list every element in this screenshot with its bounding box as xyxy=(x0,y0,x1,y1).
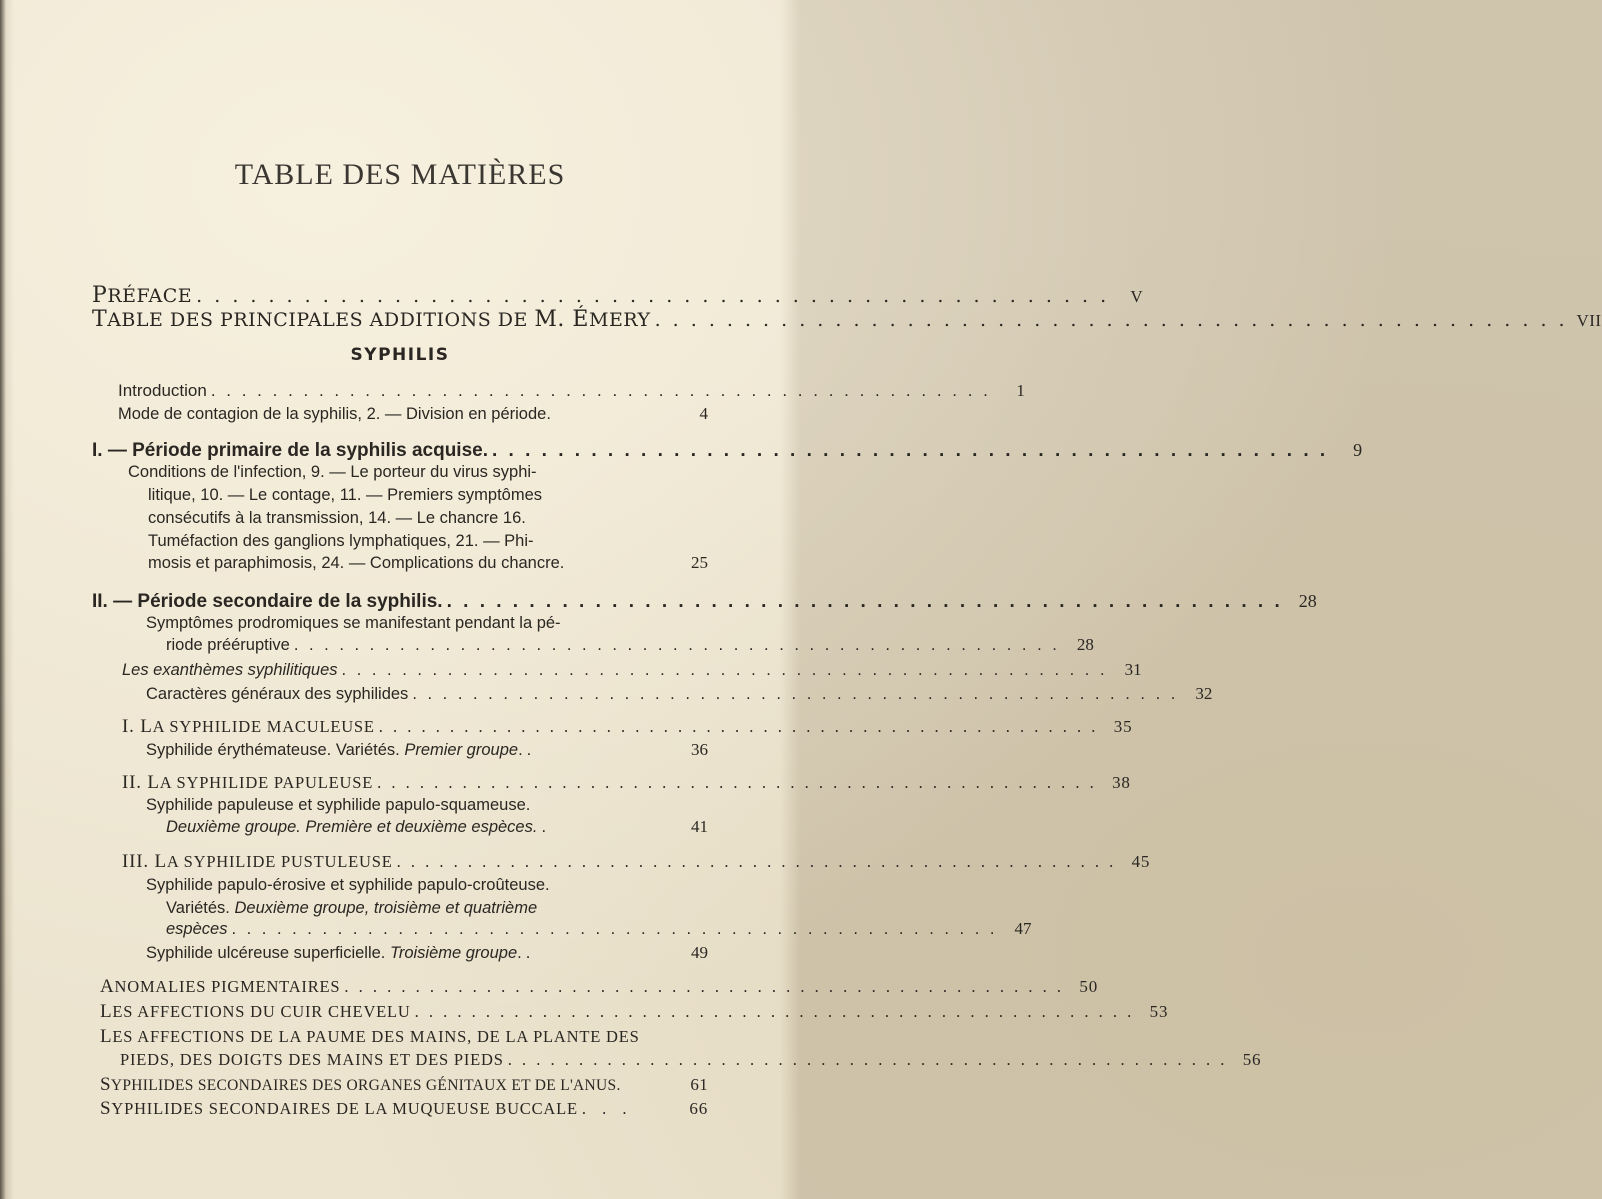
entry-label: NOMALIES PIGMENTAIRES xyxy=(114,977,341,996)
pustuleuse-line-1: Syphilide papulo-érosive et syphilide papulo-croûteuse. xyxy=(146,876,550,894)
entry-label: Syphilide érythémateuse. Variétés. xyxy=(146,741,405,759)
toc-entry-part-1[interactable] xyxy=(92,440,1363,462)
dot-leader: . . . . . . . . . . . . . . . . . . . . . . . . . . . . . . . . . . . . . . . . . . . . . . . . . . . xyxy=(210,381,991,400)
page-number: 9 xyxy=(1353,440,1363,460)
page-number: V xyxy=(1130,287,1144,306)
toc-entry-syphilide-maculeuse[interactable] xyxy=(122,716,1133,738)
toc-entry-part-2[interactable] xyxy=(92,591,1317,613)
entry-label: ES AFFECTIONS DU CUIR CHEVELU xyxy=(112,1002,411,1021)
description-line: Tuméfaction des ganglions lymphatiques, 21. — Phi- xyxy=(148,532,534,550)
toc-entry-anomalies[interactable] xyxy=(100,976,1099,998)
entry-label: YPHILIDES SECONDAIRES DES ORGANES GÉNITAUX ET DE L'ANUS. xyxy=(110,1077,621,1094)
page-number: 38 xyxy=(1112,773,1131,792)
entry-label: ES AFFECTIONS DE LA PAUME DES MAINS, DE LA PLANTE DES xyxy=(112,1027,640,1046)
page-number: 56 xyxy=(1242,1050,1262,1069)
entry-initial: L xyxy=(140,716,153,737)
entry-initial: L xyxy=(100,1026,113,1047)
entry-label: Mode de contagion de la syphilis, 2. — Division en période. xyxy=(118,405,551,423)
entry-initial: P xyxy=(92,283,108,308)
page-number: 25 xyxy=(691,553,708,572)
entry-label: II. — Période secondaire de la syphilis. xyxy=(92,591,443,612)
toc-entry-preface[interactable] xyxy=(92,283,1144,308)
entry-initial: L xyxy=(147,772,160,793)
part-1-description xyxy=(128,461,640,553)
description-line: litique, 10. — Le contage, 11. — Premiers symptômes xyxy=(148,486,543,504)
entry-label: A SYPHILIDE PAPULEUSE xyxy=(159,773,374,792)
dot-leader: . . . . . . . . . . . . . . . . . . . . . . . . . . . . . . . . . . . . . . . . . . . . . . . . . . . xyxy=(341,661,1108,679)
page-number: 31 xyxy=(1124,660,1142,679)
page-number: 28 xyxy=(1076,635,1094,654)
entry-label: A SYPHILIDE MACULEUSE xyxy=(152,717,375,736)
entry-label-italic: Premier groupe xyxy=(404,741,519,759)
entry-author-rest: MERY xyxy=(588,309,651,331)
entry-punct: . xyxy=(517,944,522,962)
entry-initial: S xyxy=(100,1074,111,1095)
entry-number: II. xyxy=(122,772,148,793)
entry-author: M. É xyxy=(534,307,589,332)
entry-label: I. — Période primaire de la syphilis acquise. xyxy=(92,440,488,461)
entry-number: III. xyxy=(122,851,155,872)
entry-initial: A xyxy=(100,976,115,997)
toc-entry-mains-pieds[interactable] xyxy=(120,1050,1262,1072)
page-number: 1 xyxy=(1016,381,1025,400)
description-line: Conditions de l'infection, 9. — Le porteur du virus syphi- xyxy=(128,463,537,481)
entry-label: Les exanthèmes syphilitiques xyxy=(122,661,338,679)
dot-leader: . . . . . . . . . . . . . . . . . . . . . . . . . . . . . . . . . . . . . . . . . . . . . . . . . . . xyxy=(412,685,1179,703)
entry-initial: T xyxy=(92,307,108,332)
toc-entry-ulcereuse[interactable]: Syphilide ulcéreuse superficielle. Troisième groupe. . 49 xyxy=(146,943,708,962)
description-line: mosis et paraphimosis, 24. — Complications du chancre. xyxy=(148,554,565,572)
page-number: 28 xyxy=(1298,591,1317,611)
section-heading: SYPHILIS xyxy=(350,345,450,365)
page-number: VII xyxy=(1576,311,1602,330)
entry-initial: L xyxy=(100,1001,113,1022)
toc-entry-exanthemes[interactable] xyxy=(122,660,1142,682)
toc-entry-introduction[interactable] xyxy=(118,381,1025,403)
entry-punct: . xyxy=(518,741,523,759)
dot-leader: . . . . . . . . . . . . . . . . . . . . . . . . . . . . . . . . . . . . . . . . . . . . . . . . . . . xyxy=(446,591,1283,612)
page-number: 45 xyxy=(1131,852,1151,871)
entry-label: Introduction xyxy=(118,381,207,400)
dot-leader: . . . . . . . . . . . . . . . . . . . . . . . . . . . . . . . . . . . . . . . . . . . . . . . . . . . xyxy=(396,852,1117,871)
toc-entry-organes-genitaux[interactable] xyxy=(100,1074,708,1096)
mains-line-1 xyxy=(100,1026,708,1048)
dot-leader: . . . . . . . . . . . . . . . . . . . . . . . . . . . . . . . . . . . . . . . . . . . . . . . . . . . xyxy=(654,309,1568,331)
dot-leader: . . . . . . . . . . . . . . . . . . . . . . . . . . . . . . . . . . . . . . . . . . . . . . . . . . . xyxy=(344,977,1065,996)
toc-entry-erythemateuse[interactable]: Syphilide érythémateuse. Variétés. Premier groupe. . 36 xyxy=(146,740,708,759)
dot-leader: . . . . . . . . . . . . . . . . . . . . . . . . . . . . . . . . . . . . . . . . . . . . . . . . . . . xyxy=(377,773,1097,792)
dot-leader: . . . . . . . . . . . . . . . . . . . . . . . . . . . . . . . . . . . . . . . . . . . . . . . . . . . xyxy=(414,1002,1135,1021)
entry-label-italic: espèces xyxy=(166,920,228,938)
page-number: 4 xyxy=(699,404,708,423)
toc-entry-especes[interactable] xyxy=(166,919,1032,941)
page-number: 36 xyxy=(691,740,708,759)
dot-leader: . . . . . . . . . . . . . . . . . . . . . . . . . . . . . . . . . . . . . . . . . . . . . . . . . . . xyxy=(196,285,1110,307)
dot-leader: . . . . . . . . . . . . . . . . . . . . . . . . . . . . . . . . . . . . . . . . . . . . . . . . . . . xyxy=(293,636,1060,654)
page-number: 47 xyxy=(1014,919,1032,938)
pustuleuse-line-2 xyxy=(166,897,706,920)
page-number: 35 xyxy=(1113,717,1133,736)
entry-label: A SYPHILIDE PUSTULEUSE xyxy=(166,852,393,871)
entry-number: I. xyxy=(122,716,141,737)
papuleuse-line-1: Syphilide papuleuse et syphilide papulo-squameuse. xyxy=(146,796,531,814)
entry-label: riode prééruptive xyxy=(166,636,290,654)
toc-entry-syphilide-pustuleuse[interactable] xyxy=(122,851,1151,873)
dot-leader: . . . . . . . . . . . . . . . . . . . . . . . . . . . . . . . . . . . . . . . . . . . . . . . . . . . xyxy=(231,920,998,938)
dot-leader: . . . . . . . . . . . . . . . . . . . . . . . . . . . . . . . . . . . . . . . . . . . . . . . . . . . xyxy=(507,1050,1228,1069)
page-number: 50 xyxy=(1079,977,1099,996)
toc-entry-additions[interactable] xyxy=(92,307,1602,332)
toc-entry-syphilide-papuleuse[interactable] xyxy=(122,772,1131,794)
toc-entry-cuir-chevelu[interactable] xyxy=(100,1001,1169,1023)
entry-label: Syphilide ulcéreuse superficielle. xyxy=(146,944,390,962)
description-line: consécutifs à la transmission, 14. — Le chancre 16. xyxy=(148,509,526,527)
page-number: 32 xyxy=(1195,684,1213,703)
page-title: TABLE DES MATIÈRES xyxy=(234,158,566,191)
page-number: 41 xyxy=(691,817,708,836)
entry-label: RÉFACE xyxy=(107,285,193,307)
entry-label: Caractères généraux des syphilides xyxy=(146,685,409,703)
dot-leader: . . . . . . . . . . . . . . . . . . . . . . . . . . . . . . . . . . . . . . . . . . . . . . . . . . . xyxy=(378,717,1099,736)
entry-label-italic: Deuxième groupe. Première et deuxième espèces. xyxy=(166,818,538,836)
toc-entry-deuxieme-groupe[interactable]: Deuxième groupe. Première et deuxième espèces. . 41 xyxy=(166,817,708,836)
entry-initial: S xyxy=(100,1098,112,1119)
part-1-description-last xyxy=(148,553,708,575)
page-number: 49 xyxy=(691,943,708,962)
description-italic: Deuxième groupe, troisième et quatrième xyxy=(234,899,538,917)
toc-entry-prodromes[interactable] xyxy=(166,635,1094,657)
dot-leader: . . . . . . . . . . . . . . . . . . . . . . . . . . . . . . . . . . . . . . . . . . . . . . . . . . . xyxy=(492,440,1329,461)
toc-entry-caracteres[interactable] xyxy=(146,684,1213,706)
toc-entry-mode-contagion[interactable] xyxy=(118,404,708,426)
entry-label: YPHILIDES SECONDAIRES DE LA MUQUEUSE BUCCALE xyxy=(111,1099,578,1118)
toc-entry-muqueuse-buccale[interactable]: SYPHILIDES SECONDAIRES DE LA MUQUEUSE BUCCALE . . . 66 xyxy=(100,1098,708,1119)
entry-initial: L xyxy=(154,851,167,872)
page-number: 61 xyxy=(690,1075,708,1094)
entry-label: PIEDS, DES DOIGTS DES MAINS ET DES PIEDS xyxy=(120,1050,504,1069)
entry-label: ABLE DES PRINCIPALES ADDITIONS DE xyxy=(107,309,528,331)
page-number: 66 xyxy=(689,1099,708,1118)
entry-label-italic: Troisième groupe xyxy=(389,944,518,962)
page-number: 53 xyxy=(1149,1002,1169,1021)
description-text: Variétés. xyxy=(166,899,235,917)
prodrome-line-1: Symptômes prodromiques se manifestant pendant la pé- xyxy=(146,614,561,632)
